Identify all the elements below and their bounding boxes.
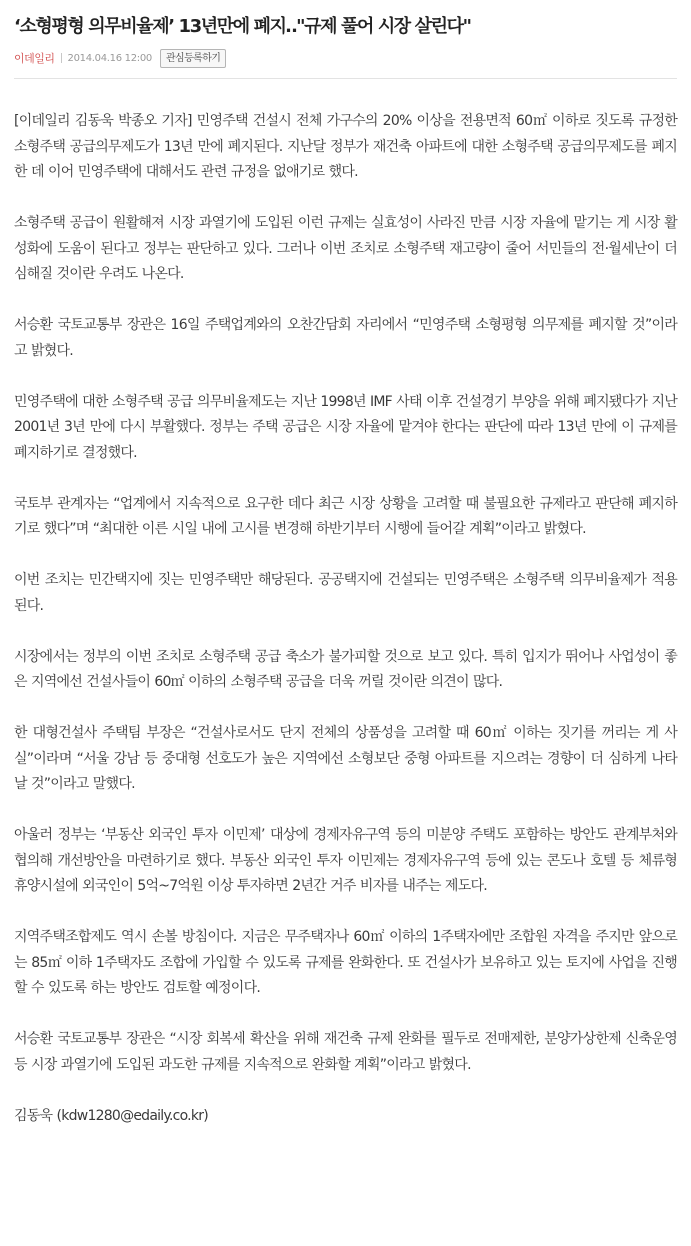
article-paragraph: 소형주택 공급이 원활해져 시장 과열기에 도입된 이런 규제는 실효성이 사라진 만큼 시장 자율에 맡기는 게 시장 활성화에 도움이 된다고 정부는 판단하고 있다. 그러나 이번 조치로 소형주택 재고량이 줄어 서민들의 전·월세난이 더 심해질 것이란 우려도 나온다. xyxy=(14,215,677,282)
article-paragraph: 서승환 국토교통부 장관은 16일 주택업계와의 오찬간담회 자리에서 “민영주택 소형평형 의무제를 폐지할 것”이라고 밝혔다. xyxy=(14,317,677,359)
article-paragraph: 시장에서는 정부의 이번 조치로 소형주택 공급 축소가 불가피할 것으로 보고 있다. 특히 입지가 뛰어나 사업성이 좋은 지역에선 건설사들이 60㎡ 이하의 소형주택 공급을 더욱 꺼릴 것이란 의견이 많다. xyxy=(14,648,677,690)
add-to-watchlist-button[interactable]: 관심등록하기 xyxy=(160,49,226,68)
byline-author: 김동욱 xyxy=(14,1107,53,1124)
article-body xyxy=(14,109,677,1129)
article-paragraph: 국토부 관계자는 “업계에서 지속적으로 요구한 데다 최근 시장 상황을 고려할 때 불필요한 규제라고 판단해 폐지하기로 했다”며 “최대한 이른 시일 내에 고시를 변경해 하반기부터 시행에 들어갈 계획”이라고 밝혔다. xyxy=(14,495,677,537)
article-paragraph: 아울러 정부는 ‘부동산 외국인 투자 이민제’ 대상에 경제자유구역 등의 미분양 주택도 포함하는 방안도 관계부처와 협의해 개선방안을 마련하기로 했다. 부동산 외국인 투자 이민제는 경제자유구역 등에 있는 콘도나 호텔 등 체류형 휴양시설에 외국인이 5억~7억원 이상 투자하면 2년간 거주 비자를 내주는 제도다. xyxy=(14,827,677,894)
news-source[interactable]: 이데일리 xyxy=(14,52,55,65)
article-paragraph: 민영주택에 대한 소형주택 공급 의무비율제도는 지난 1998년 IMF 사태 이후 건설경기 부양을 위해 폐지됐다가 지난 2001년 3년 만에 다시 부활했다. 정부는 주택 공급은 시장 자율에 맡겨야 한다는 판단에 따라 13년 만에 이 규제를 폐지하기로 결정했다. xyxy=(14,393,677,461)
article-title: ‘소형평형 의무비율제’ 13년만에 폐지‥"규제 풀어 시장 살린다" xyxy=(14,16,471,37)
header-divider xyxy=(14,78,677,79)
byline-email: (kdw1280@edaily.co.kr) xyxy=(56,1107,208,1124)
article-paragraph: 지역주택조합제도 역시 손볼 방침이다. 지금은 무주택자나 60㎡ 이하의 1주택자에만 조합원 자격을 주지만 앞으로는 85㎡ 이하 1주택자도 조합에 가입할 수 있도록 규제를 완화한다. 또 건설사가 보유하고 있는 토지에 사업을 진행할 수 있도록 하는 방안도 검토할 예정이다. xyxy=(14,929,677,996)
article-paragraph: 서승환 국토교통부 장관은 “시장 회복세 확산을 위해 재건축 규제 완화를 필두로 전매제한, 분양가상한제 신축운영 등 시장 과열기에 도입된 과도한 규제를 지속적으로 완화할 계획”이라고 밝혔다. xyxy=(14,1031,677,1073)
article-paragraph: 이번 조치는 민간택지에 짓는 민영주택만 해당된다. 공공택지에 건설되는 민영주택은 소형주택 의무비율제가 적용된다. xyxy=(14,572,677,614)
meta-divider xyxy=(61,53,62,63)
article-meta xyxy=(14,48,677,68)
publish-date: 2014.04.16 12:00 xyxy=(67,52,152,64)
article-paragraph: 한 대형건설사 주택팀 부장은 “건설사로서도 단지 전체의 상품성을 고려할 때 60㎡ 이하는 짓기를 꺼리는 게 사실”이라며 “서울 강남 등 중대형 선호도가 높은 지역에선 소형보단 중형 아파트를 지으려는 경향이 더 심하게 나타날 것”이라고 말했다. xyxy=(14,725,677,792)
article-paragraph: [이데일리 김동욱 박종오 기자] 민영주택 건설시 전체 가구수의 20% 이상을 전용면적 60㎡ 이하로 짓도록 규정한 소형주택 공급의무제도가 13년 만에 폐지된다. 지난달 정부가 재건축 아파트에 대한 소형주택 공급의무제도를 폐지한 데 이어 민영주택에 대해서도 관련 규정을 없애기로 했다. xyxy=(14,113,677,180)
byline xyxy=(14,1104,677,1130)
